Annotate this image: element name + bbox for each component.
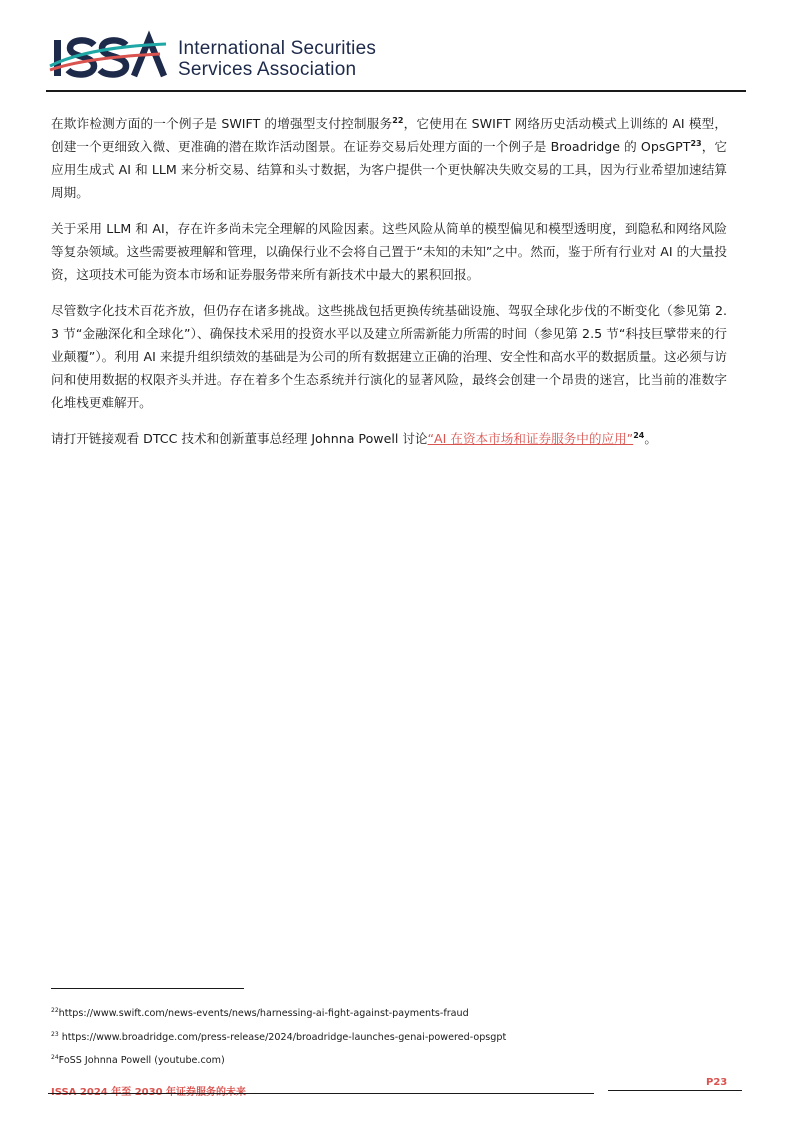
org-name-line1: International Securities [178, 38, 377, 59]
header-divider [46, 90, 746, 92]
footnote-ref-24[interactable]: 24 [633, 430, 645, 440]
page-header [48, 30, 746, 94]
p1-text-b: ，它使用在 SWIFT 网络历史活动模式上训练的 AI 模型，创建一个更细致入微、更准确的潜在欺诈活动图景。在证券交易后处理方面的一个例子是 Broadridge 的 OpsGPT [51, 116, 727, 154]
footnote-url: https://www.swift.com/news-events/news/harnessing-ai-fight-against-payments-fraud [58, 1008, 469, 1019]
paragraph-4 [51, 427, 727, 450]
p4-text-a: 请打开链接观看 DTCC 技术和创新董事总经理 Johnna Powell 讨论 [51, 431, 428, 446]
paragraph-2: 关于采用 LLM 和 AI，存在许多尚未完全理解的风险因素。这些风险从简单的模型偏见和模型透明度，到隐私和网络风险等复杂领域。这些需要被理解和管理，以确保行业不会将自己置于“未知的未知”之中。然而，鉴于所有行业对 AI 的大量投资，这项技术可能为资本市场和证券服务带来所有新技术中最大的累积回报。 [51, 221, 727, 282]
footnote-number: 23 [51, 1030, 59, 1038]
page-number: P23 [706, 1077, 728, 1088]
organization-name [178, 38, 376, 80]
footer-divider-left [48, 1093, 594, 1094]
issa-logo-icon [48, 30, 173, 86]
p1-text-c: ，它应用生成式 AI 和 LLM 来分析交易、结算和头寸数据，为客户提供一个更快解决失败交易的工具，因为行业希望加速结算周期。 [51, 139, 727, 200]
footnote-ref-22[interactable]: 22 [392, 115, 404, 125]
footnote-url: https://www.broadridge.com/press-release/2024/broadridge-launches-genai-powered-opsgpt [58, 1032, 507, 1043]
footnote-url: FoSS Johnna Powell (youtube.com) [58, 1055, 225, 1066]
org-name-line2: Services Association [178, 59, 357, 80]
footnote-divider [51, 988, 244, 989]
footnote-23[interactable] [51, 1032, 506, 1044]
footer-title [51, 1083, 246, 1098]
paragraph-1 [51, 112, 727, 204]
p1-text-a: 在欺诈检测方面的一个例子是 SWIFT 的增强型支付控制服务 [51, 116, 393, 131]
main-content [51, 112, 727, 463]
p4-text-b: 。 [644, 431, 657, 446]
footnote-ref-23[interactable]: 23 [690, 138, 702, 148]
footer-divider-right [608, 1090, 742, 1091]
footnote-number: 22 [51, 1006, 59, 1014]
footnote-24[interactable] [51, 1055, 225, 1067]
paragraph-3: 尽管数字化技术百花齐放，但仍存在诸多挑战。这些挑战包括更换传统基础设施、驾驭全球化步伐的不断变化（参见第 2.3 节“金融深化和全球化”）、确保技术采用的投资水平以及建立所需新能力所需的时间（参见第 2.5 节“科技巨擘带来的行业颠覆”）。利用 AI 来提升组织绩效的基础是为公司的所有数据建立正确的治理、安全性和高水平的数据质量。这必须与访问和使用数据的权限齐头并进。存在着多个生态系统并行演化的显著风险，最终会创建一个昂贵的迷宫，比当前的准数字化堆栈更难解开。 [51, 303, 727, 410]
footnote-22[interactable] [51, 1008, 469, 1020]
footnote-number: 24 [51, 1053, 59, 1061]
video-link[interactable]: “AI 在资本市场和证券服务中的应用” [427, 431, 634, 446]
